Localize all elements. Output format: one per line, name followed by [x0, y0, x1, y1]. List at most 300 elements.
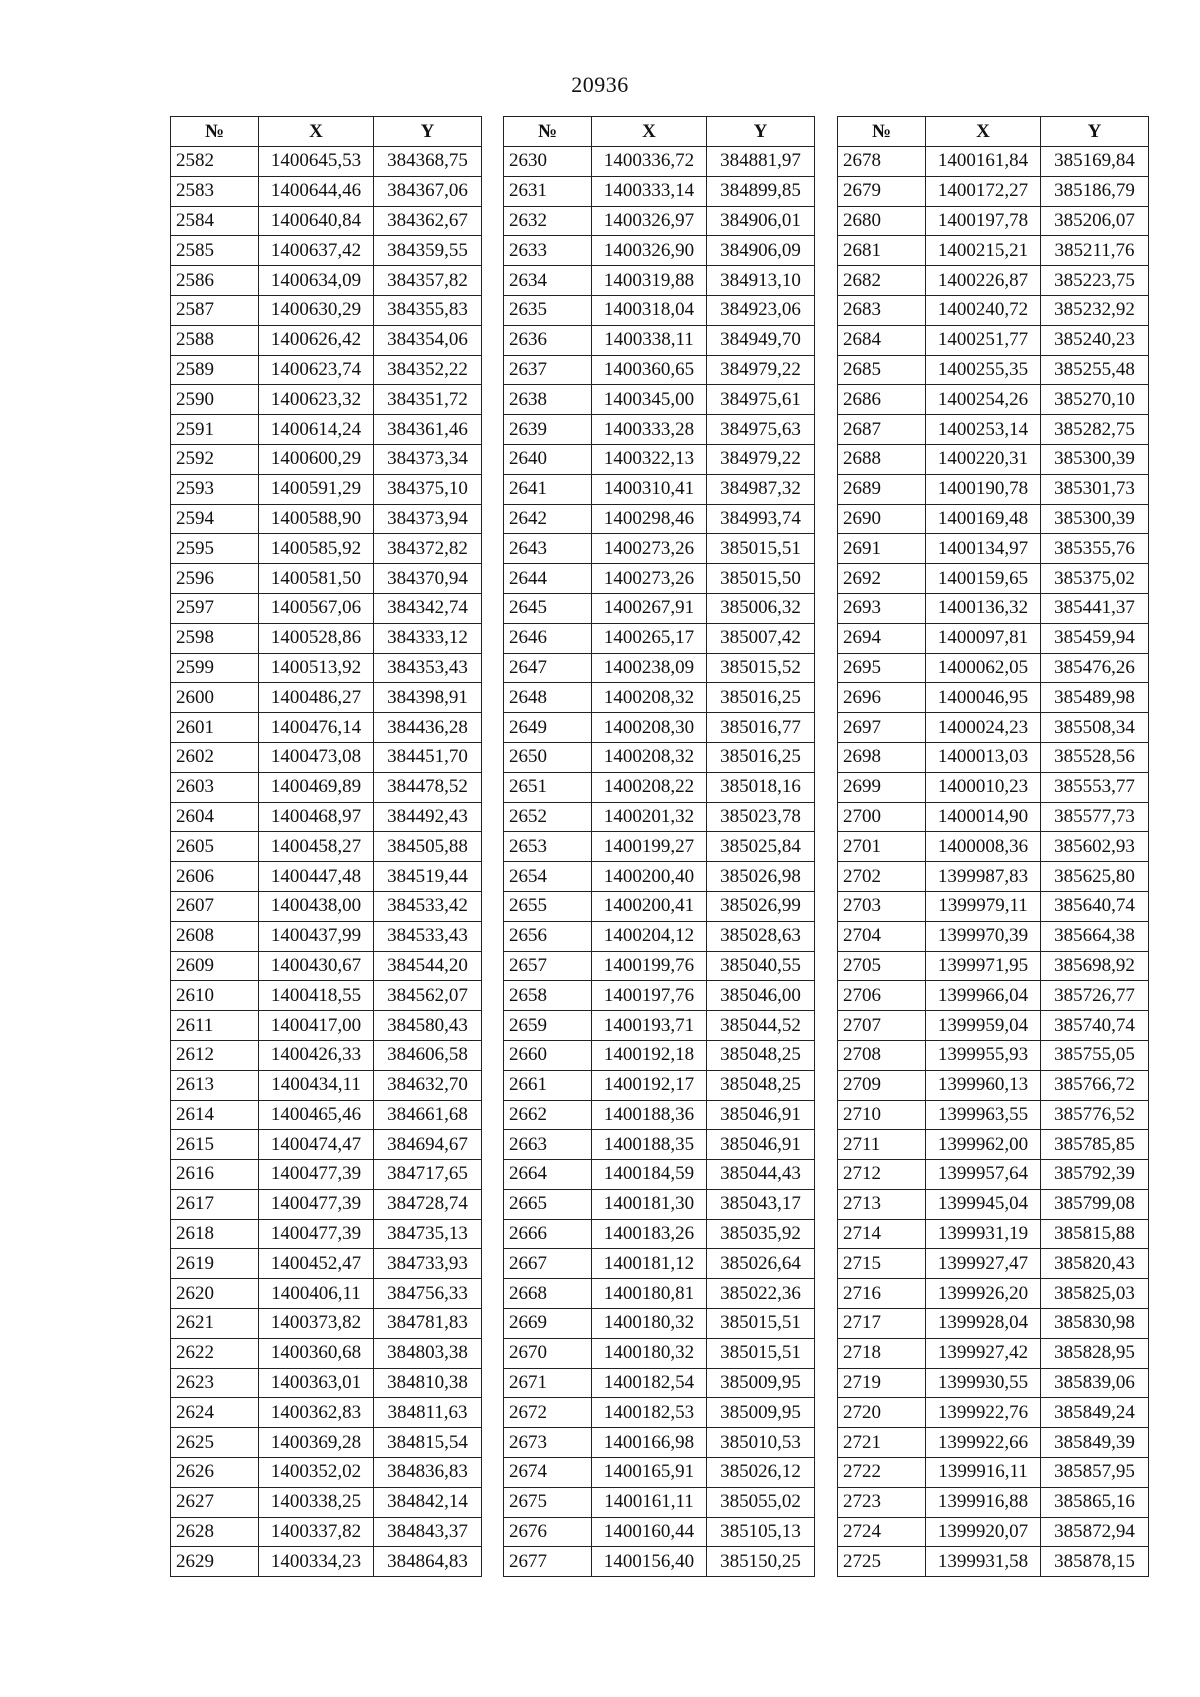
- table-row: [171, 1130, 482, 1160]
- table-row: [838, 772, 1149, 802]
- point-number-cell: 2615: [171, 1130, 259, 1160]
- y-coordinate-cell: 385016,25: [707, 742, 815, 772]
- point-number-cell: 2608: [171, 921, 259, 951]
- y-coordinate-cell: 385785,85: [1041, 1130, 1149, 1160]
- y-coordinate-cell: 384519,44: [374, 862, 482, 892]
- y-coordinate-cell: 385878,15: [1041, 1547, 1149, 1577]
- table-row: [504, 564, 815, 594]
- y-coordinate-cell: 385553,77: [1041, 772, 1149, 802]
- y-coordinate-cell: 385698,92: [1041, 951, 1149, 981]
- point-number-cell: 2638: [504, 385, 592, 415]
- point-number-cell: 2679: [838, 176, 926, 206]
- table-row: [504, 921, 815, 951]
- y-coordinate-cell: 385255,48: [1041, 355, 1149, 385]
- table-row: [171, 921, 482, 951]
- x-coordinate-cell: 1400238,09: [592, 653, 707, 683]
- y-coordinate-cell: 385026,99: [707, 891, 815, 921]
- table-row: [504, 683, 815, 713]
- point-number-cell: 2680: [838, 206, 926, 236]
- y-coordinate-cell: 384355,83: [374, 295, 482, 325]
- point-number-cell: 2673: [504, 1428, 592, 1458]
- table-row: [171, 176, 482, 206]
- y-coordinate-cell: 384492,43: [374, 802, 482, 832]
- x-coordinate-cell: 1400298,46: [592, 504, 707, 534]
- table-row: [838, 742, 1149, 772]
- point-number-cell: 2702: [838, 862, 926, 892]
- table-row: [504, 653, 815, 683]
- table-row: [838, 683, 1149, 713]
- table-row: [504, 385, 815, 415]
- point-number-cell: 2681: [838, 236, 926, 266]
- y-coordinate-cell: 384987,32: [707, 474, 815, 504]
- table-row: [838, 1279, 1149, 1309]
- x-coordinate-cell: 1400024,23: [926, 713, 1041, 743]
- table-row: [504, 1547, 815, 1577]
- point-number-cell: 2643: [504, 534, 592, 564]
- x-coordinate-cell: 1400438,00: [259, 891, 374, 921]
- y-coordinate-cell: 385035,92: [707, 1219, 815, 1249]
- table-row: [838, 1070, 1149, 1100]
- y-coordinate-cell: 384975,63: [707, 415, 815, 445]
- point-number-cell: 2709: [838, 1070, 926, 1100]
- point-number-cell: 2711: [838, 1130, 926, 1160]
- y-coordinate-cell: 385301,73: [1041, 474, 1149, 504]
- y-coordinate-cell: 384694,67: [374, 1130, 482, 1160]
- y-coordinate-cell: 385186,79: [1041, 176, 1149, 206]
- point-number-cell: 2605: [171, 832, 259, 862]
- x-coordinate-cell: 1400369,28: [259, 1428, 374, 1458]
- x-coordinate-cell: 1400476,14: [259, 713, 374, 743]
- y-coordinate-cell: 385007,42: [707, 623, 815, 653]
- table-row: [504, 1309, 815, 1339]
- y-coordinate-cell: 384836,83: [374, 1458, 482, 1488]
- point-number-cell: 2640: [504, 444, 592, 474]
- point-number-cell: 2653: [504, 832, 592, 862]
- table-row: [171, 802, 482, 832]
- table-row: [838, 653, 1149, 683]
- point-number-cell: 2708: [838, 1040, 926, 1070]
- table-row: [171, 355, 482, 385]
- x-coordinate-cell: 1400160,44: [592, 1517, 707, 1547]
- point-number-cell: 2584: [171, 206, 259, 236]
- x-coordinate-cell: 1399916,11: [926, 1458, 1041, 1488]
- y-coordinate-cell: 385830,98: [1041, 1309, 1149, 1339]
- x-coordinate-cell: 1400161,84: [926, 147, 1041, 177]
- table-row: [504, 1219, 815, 1249]
- y-coordinate-cell: 384352,22: [374, 355, 482, 385]
- table-row: [504, 295, 815, 325]
- table-row: [171, 891, 482, 921]
- x-coordinate-cell: 1399963,55: [926, 1100, 1041, 1130]
- point-number-cell: 2725: [838, 1547, 926, 1577]
- y-coordinate-cell: 385865,16: [1041, 1487, 1149, 1517]
- point-number-cell: 2588: [171, 325, 259, 355]
- y-coordinate-cell: 385355,76: [1041, 534, 1149, 564]
- y-coordinate-cell: 385825,03: [1041, 1279, 1149, 1309]
- table-row: [838, 981, 1149, 1011]
- point-number-cell: 2687: [838, 415, 926, 445]
- y-coordinate-cell: 384756,33: [374, 1279, 482, 1309]
- y-coordinate-cell: 384436,28: [374, 713, 482, 743]
- coordinates-table-3: [837, 116, 1149, 1577]
- table-row: [504, 623, 815, 653]
- point-number-cell: 2674: [504, 1458, 592, 1488]
- y-coordinate-cell: 385640,74: [1041, 891, 1149, 921]
- x-coordinate-cell: 1400362,83: [259, 1398, 374, 1428]
- point-number-cell: 2660: [504, 1040, 592, 1070]
- x-coordinate-cell: 1400310,41: [592, 474, 707, 504]
- x-coordinate-cell: 1399922,76: [926, 1398, 1041, 1428]
- point-number-cell: 2684: [838, 325, 926, 355]
- y-coordinate-cell: 385300,39: [1041, 504, 1149, 534]
- x-coordinate-cell: 1400600,29: [259, 444, 374, 474]
- y-coordinate-cell: 385776,52: [1041, 1100, 1149, 1130]
- point-number-cell: 2662: [504, 1100, 592, 1130]
- y-coordinate-cell: 385755,05: [1041, 1040, 1149, 1070]
- point-number-cell: 2641: [504, 474, 592, 504]
- point-number-cell: 2683: [838, 295, 926, 325]
- point-number-cell: 2666: [504, 1219, 592, 1249]
- x-coordinate-cell: 1400254,26: [926, 385, 1041, 415]
- y-coordinate-cell: 385010,53: [707, 1428, 815, 1458]
- y-coordinate-cell: 384728,74: [374, 1189, 482, 1219]
- y-coordinate-cell: 385223,75: [1041, 266, 1149, 296]
- y-coordinate-cell: 385799,08: [1041, 1189, 1149, 1219]
- point-number-cell: 2606: [171, 862, 259, 892]
- x-coordinate-cell: 1400474,47: [259, 1130, 374, 1160]
- point-number-cell: 2701: [838, 832, 926, 862]
- point-number-cell: 2713: [838, 1189, 926, 1219]
- table-row: [838, 1309, 1149, 1339]
- point-number-cell: 2601: [171, 713, 259, 743]
- y-coordinate-cell: 385016,77: [707, 713, 815, 743]
- y-coordinate-cell: 384562,07: [374, 981, 482, 1011]
- point-number-cell: 2692: [838, 564, 926, 594]
- y-coordinate-cell: 385240,23: [1041, 325, 1149, 355]
- point-number-cell: 2582: [171, 147, 259, 177]
- x-coordinate-cell: 1400097,81: [926, 623, 1041, 653]
- point-number-cell: 2714: [838, 1219, 926, 1249]
- point-number-cell: 2657: [504, 951, 592, 981]
- y-coordinate-cell: 385105,13: [707, 1517, 815, 1547]
- y-coordinate-cell: 385009,95: [707, 1398, 815, 1428]
- table-row: [171, 415, 482, 445]
- table-row: [838, 415, 1149, 445]
- point-number-cell: 2590: [171, 385, 259, 415]
- y-coordinate-cell: 385169,84: [1041, 147, 1149, 177]
- x-coordinate-cell: 1400240,72: [926, 295, 1041, 325]
- y-coordinate-cell: 385048,25: [707, 1040, 815, 1070]
- table-row: [171, 1309, 482, 1339]
- x-coordinate-cell: 1400156,40: [592, 1547, 707, 1577]
- point-number-cell: 2646: [504, 623, 592, 653]
- y-coordinate-cell: 385740,74: [1041, 1011, 1149, 1041]
- x-coordinate-cell: 1400183,26: [592, 1219, 707, 1249]
- point-number-cell: 2654: [504, 862, 592, 892]
- point-number-cell: 2586: [171, 266, 259, 296]
- y-coordinate-cell: 385459,94: [1041, 623, 1149, 653]
- x-coordinate-cell: 1399927,42: [926, 1338, 1041, 1368]
- table-row: [504, 1398, 815, 1428]
- point-number-cell: 2668: [504, 1279, 592, 1309]
- y-coordinate-cell: 384351,72: [374, 385, 482, 415]
- point-number-cell: 2663: [504, 1130, 592, 1160]
- x-coordinate-cell: 1400169,48: [926, 504, 1041, 534]
- point-number-cell: 2594: [171, 504, 259, 534]
- y-coordinate-cell: 384398,91: [374, 683, 482, 713]
- table-row: [171, 1070, 482, 1100]
- table-row: [171, 236, 482, 266]
- table-row: [171, 653, 482, 683]
- x-coordinate-cell: 1400326,97: [592, 206, 707, 236]
- y-coordinate-cell: 385015,51: [707, 534, 815, 564]
- table-row: [504, 1338, 815, 1368]
- point-number-cell: 2649: [504, 713, 592, 743]
- table-row: [504, 1070, 815, 1100]
- y-coordinate-cell: 384342,74: [374, 593, 482, 623]
- table-row: [504, 1249, 815, 1279]
- point-number-cell: 2648: [504, 683, 592, 713]
- point-number-cell: 2647: [504, 653, 592, 683]
- table-row: [838, 1249, 1149, 1279]
- table-row: [171, 742, 482, 772]
- x-coordinate-cell: 1400322,13: [592, 444, 707, 474]
- x-coordinate-cell: 1399931,19: [926, 1219, 1041, 1249]
- x-coordinate-cell: 1400200,41: [592, 891, 707, 921]
- point-number-cell: 2609: [171, 951, 259, 981]
- point-number-cell: 2704: [838, 921, 926, 951]
- x-coordinate-cell: 1400208,32: [592, 742, 707, 772]
- y-coordinate-cell: 385815,88: [1041, 1219, 1149, 1249]
- x-coordinate-cell: 1400208,32: [592, 683, 707, 713]
- point-number-cell: 2688: [838, 444, 926, 474]
- point-number-cell: 2591: [171, 415, 259, 445]
- column-header-y: Y: [374, 117, 482, 147]
- x-coordinate-cell: 1400640,84: [259, 206, 374, 236]
- y-coordinate-cell: 384993,74: [707, 504, 815, 534]
- x-coordinate-cell: 1400513,92: [259, 653, 374, 683]
- y-coordinate-cell: 385048,25: [707, 1070, 815, 1100]
- x-coordinate-cell: 1399945,04: [926, 1189, 1041, 1219]
- point-number-cell: 2664: [504, 1160, 592, 1190]
- x-coordinate-cell: 1400447,48: [259, 862, 374, 892]
- table-row: [504, 534, 815, 564]
- y-coordinate-cell: 384803,38: [374, 1338, 482, 1368]
- table-row: [838, 564, 1149, 594]
- x-coordinate-cell: 1400208,30: [592, 713, 707, 743]
- table-row: [171, 385, 482, 415]
- point-number-cell: 2639: [504, 415, 592, 445]
- column-header-x: X: [926, 117, 1041, 147]
- table-row: [504, 1100, 815, 1130]
- x-coordinate-cell: 1400062,05: [926, 653, 1041, 683]
- table-row: [171, 444, 482, 474]
- table-row: [838, 921, 1149, 951]
- y-coordinate-cell: 385839,06: [1041, 1368, 1149, 1398]
- table-row: [838, 891, 1149, 921]
- x-coordinate-cell: 1399928,04: [926, 1309, 1041, 1339]
- table-row: [838, 951, 1149, 981]
- point-number-cell: 2670: [504, 1338, 592, 1368]
- table-row: [171, 713, 482, 743]
- y-coordinate-cell: 385046,00: [707, 981, 815, 1011]
- table-row: [171, 206, 482, 236]
- table-row: [504, 802, 815, 832]
- y-coordinate-cell: 385625,80: [1041, 862, 1149, 892]
- x-coordinate-cell: 1399959,04: [926, 1011, 1041, 1041]
- point-number-cell: 2585: [171, 236, 259, 266]
- x-coordinate-cell: 1400215,21: [926, 236, 1041, 266]
- table-row: [171, 981, 482, 1011]
- x-coordinate-cell: 1400630,29: [259, 295, 374, 325]
- point-number-cell: 2620: [171, 1279, 259, 1309]
- table-row: [171, 623, 482, 653]
- point-number-cell: 2589: [171, 355, 259, 385]
- point-number-cell: 2632: [504, 206, 592, 236]
- y-coordinate-cell: 384368,75: [374, 147, 482, 177]
- point-number-cell: 2655: [504, 891, 592, 921]
- x-coordinate-cell: 1400046,95: [926, 683, 1041, 713]
- point-number-cell: 2661: [504, 1070, 592, 1100]
- point-number-cell: 2672: [504, 1398, 592, 1428]
- point-number-cell: 2644: [504, 564, 592, 594]
- table-row: [171, 1040, 482, 1070]
- x-coordinate-cell: 1400172,27: [926, 176, 1041, 206]
- point-number-cell: 2622: [171, 1338, 259, 1368]
- table-row: [504, 504, 815, 534]
- y-coordinate-cell: 385508,34: [1041, 713, 1149, 743]
- y-coordinate-cell: 384359,55: [374, 236, 482, 266]
- x-coordinate-cell: 1400199,27: [592, 832, 707, 862]
- column-header-number: №: [838, 117, 926, 147]
- table-row: [504, 1428, 815, 1458]
- point-number-cell: 2623: [171, 1368, 259, 1398]
- point-number-cell: 2667: [504, 1249, 592, 1279]
- point-number-cell: 2690: [838, 504, 926, 534]
- point-number-cell: 2607: [171, 891, 259, 921]
- table-row: [171, 1249, 482, 1279]
- header-row: [838, 117, 1149, 147]
- coordinates-table-1: [170, 116, 482, 1577]
- table-row: [171, 832, 482, 862]
- x-coordinate-cell: 1400181,12: [592, 1249, 707, 1279]
- point-number-cell: 2719: [838, 1368, 926, 1398]
- y-coordinate-cell: 384606,58: [374, 1040, 482, 1070]
- y-coordinate-cell: 384735,13: [374, 1219, 482, 1249]
- y-coordinate-cell: 385040,55: [707, 951, 815, 981]
- y-coordinate-cell: 384373,34: [374, 444, 482, 474]
- table-row: [504, 444, 815, 474]
- point-number-cell: 2621: [171, 1309, 259, 1339]
- table-row: [171, 534, 482, 564]
- table-row: [504, 176, 815, 206]
- y-coordinate-cell: 385232,92: [1041, 295, 1149, 325]
- x-coordinate-cell: 1400626,42: [259, 325, 374, 355]
- y-coordinate-cell: 385849,24: [1041, 1398, 1149, 1428]
- table-row: [171, 266, 482, 296]
- table-row: [838, 623, 1149, 653]
- x-coordinate-cell: 1400166,98: [592, 1428, 707, 1458]
- point-number-cell: 2593: [171, 474, 259, 504]
- table-row: [171, 1279, 482, 1309]
- y-coordinate-cell: 385766,72: [1041, 1070, 1149, 1100]
- y-coordinate-cell: 385018,16: [707, 772, 815, 802]
- table-row: [838, 1219, 1149, 1249]
- x-coordinate-cell: 1400567,06: [259, 593, 374, 623]
- x-coordinate-cell: 1400352,02: [259, 1458, 374, 1488]
- y-coordinate-cell: 384979,22: [707, 355, 815, 385]
- table-body: [838, 147, 1149, 1577]
- table-body: [171, 147, 482, 1577]
- y-coordinate-cell: 385015,51: [707, 1309, 815, 1339]
- point-number-cell: 2587: [171, 295, 259, 325]
- point-number-cell: 2595: [171, 534, 259, 564]
- y-coordinate-cell: 384661,68: [374, 1100, 482, 1130]
- x-coordinate-cell: 1400251,77: [926, 325, 1041, 355]
- table-row: [504, 951, 815, 981]
- y-coordinate-cell: 385044,52: [707, 1011, 815, 1041]
- x-coordinate-cell: 1399926,20: [926, 1279, 1041, 1309]
- x-coordinate-cell: 1400337,82: [259, 1517, 374, 1547]
- x-coordinate-cell: 1400192,17: [592, 1070, 707, 1100]
- table-row: [504, 1160, 815, 1190]
- point-number-cell: 2597: [171, 593, 259, 623]
- point-number-cell: 2720: [838, 1398, 926, 1428]
- table-row: [838, 862, 1149, 892]
- x-coordinate-cell: 1400437,99: [259, 921, 374, 951]
- x-coordinate-cell: 1400406,11: [259, 1279, 374, 1309]
- y-coordinate-cell: 384842,14: [374, 1487, 482, 1517]
- x-coordinate-cell: 1400473,08: [259, 742, 374, 772]
- y-coordinate-cell: 384354,06: [374, 325, 482, 355]
- table-row: [504, 1130, 815, 1160]
- table-row: [838, 474, 1149, 504]
- y-coordinate-cell: 385528,56: [1041, 742, 1149, 772]
- table-row: [171, 1100, 482, 1130]
- table-row: [171, 504, 482, 534]
- point-number-cell: 2682: [838, 266, 926, 296]
- y-coordinate-cell: 385820,43: [1041, 1249, 1149, 1279]
- x-coordinate-cell: 1399962,00: [926, 1130, 1041, 1160]
- point-number-cell: 2613: [171, 1070, 259, 1100]
- y-coordinate-cell: 384923,06: [707, 295, 815, 325]
- table-row: [504, 266, 815, 296]
- y-coordinate-cell: 385726,77: [1041, 981, 1149, 1011]
- point-number-cell: 2617: [171, 1189, 259, 1219]
- point-number-cell: 2642: [504, 504, 592, 534]
- point-number-cell: 2618: [171, 1219, 259, 1249]
- x-coordinate-cell: 1400010,23: [926, 772, 1041, 802]
- y-coordinate-cell: 385015,52: [707, 653, 815, 683]
- y-coordinate-cell: 385476,26: [1041, 653, 1149, 683]
- x-coordinate-cell: 1400208,22: [592, 772, 707, 802]
- x-coordinate-cell: 1400477,39: [259, 1219, 374, 1249]
- x-coordinate-cell: 1400486,27: [259, 683, 374, 713]
- x-coordinate-cell: 1400134,97: [926, 534, 1041, 564]
- y-coordinate-cell: 385489,98: [1041, 683, 1149, 713]
- x-coordinate-cell: 1400452,47: [259, 1249, 374, 1279]
- table-row: [171, 1398, 482, 1428]
- table-row: [171, 1517, 482, 1547]
- y-coordinate-cell: 384864,83: [374, 1547, 482, 1577]
- y-coordinate-cell: 385206,07: [1041, 206, 1149, 236]
- point-number-cell: 2696: [838, 683, 926, 713]
- x-coordinate-cell: 1400267,91: [592, 593, 707, 623]
- y-coordinate-cell: 385044,43: [707, 1160, 815, 1190]
- point-number-cell: 2665: [504, 1189, 592, 1219]
- y-coordinate-cell: 385849,39: [1041, 1428, 1149, 1458]
- point-number-cell: 2650: [504, 742, 592, 772]
